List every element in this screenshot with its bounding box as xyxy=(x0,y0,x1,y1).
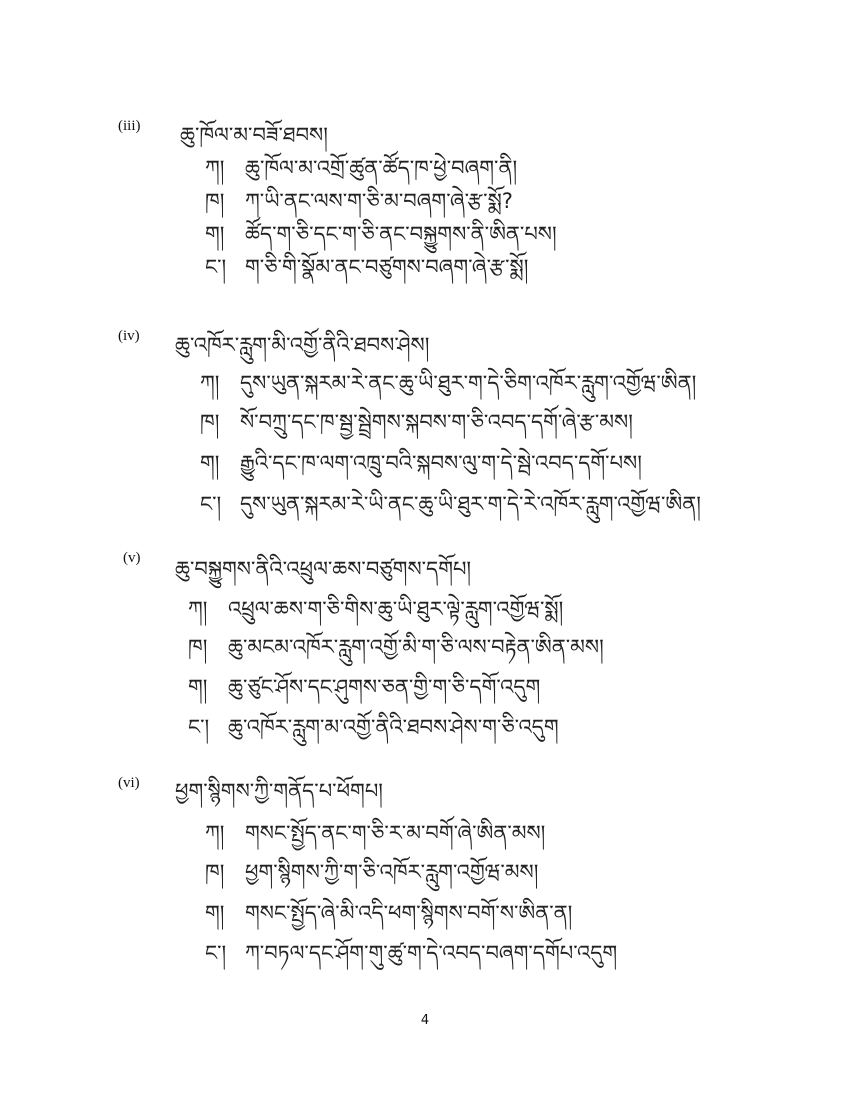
option-nga xyxy=(200,481,701,540)
option-text: ཆུ་མངམ་འཁོར་རླུག་འགྱོ་མི་ག་ཅི་ལས་བརྟེན་ཨིན་མས། xyxy=(228,635,604,659)
option-text: གསང་སྤྱོད་ནང་ག་ཅི་ར་མ་བགོ་ཞེ་ཨིན་མས། xyxy=(245,821,546,845)
option-marker: ཀ། xyxy=(200,371,220,395)
option-text: ཀ་ཡི་ནང་ལས་ག་ཅི་མ་བཞག་ཞེ་རྩ་སྨོ? xyxy=(245,189,513,213)
option-text: ཆུ་ཙུང་ཤོས་དང་ཤུགས་ཅན་གྱི་ག་ཅི་དགོ་འདུག xyxy=(228,675,541,699)
option-text: ཀ་བཏལ་དང་ཤོག་གུ་ཚུ་ག་དེ་འབད་བཞག་དགོཔ་འདུག xyxy=(245,941,618,965)
option-marker: ག། xyxy=(200,451,220,475)
option-text: ག་ཅི་གི་སྣོམ་ནང་བཙུགས་བཞག་ཞེ་རྩ་སྨོ། xyxy=(245,255,529,279)
option-text: འཕྲུལ་ཆས་ག་ཅི་གིས་ཆུ་ཡི་ཐུར་ལྟེ་རླུག་འགྱོཝ་སྨོ། xyxy=(228,597,564,621)
option-marker: ག། xyxy=(205,222,225,246)
option-marker: ག། xyxy=(188,675,208,699)
option-marker: ང་། xyxy=(205,255,227,279)
option-text: ཕྱག་སྙིགས་ཀྱི་ག་ཅི་འཁོར་རླུག་འགྱོཝ་མས། xyxy=(245,860,539,884)
option-nga xyxy=(205,244,528,303)
question-title: ཆུ་བསྐྱུགས་ནིའི་འཕྲུལ་ཆས་བཙུགས་དགོཔ། xyxy=(175,557,472,581)
option-marker: ཁ། xyxy=(200,410,220,434)
option-marker: ང་། xyxy=(200,492,222,516)
option-marker: ང་། xyxy=(188,715,210,739)
option-marker: ང་། xyxy=(205,941,227,965)
page-number: 4 xyxy=(420,1013,430,1028)
option-text: ཆུ་ཁོལ་མ་འགྲོ་ཚུན་ཚོད་ཁ་ཕྱེ་བཞག་ནི། xyxy=(245,156,518,180)
option-marker: ཁ། xyxy=(205,860,225,884)
option-nga xyxy=(205,930,617,989)
option-text: ཚོད་ག་ཅི་དང་ག་ཅི་ནང་བསྐྱུགས་ནི་ཨིན་པས། xyxy=(245,222,557,246)
option-text: སོ་བཀྲུ་དང་ཁ་སྦྱ་སྦྲེགས་སྐབས་ག་ཅི་འབད་དགོ་ཞེ་རྩ་མས། xyxy=(240,410,633,434)
option-text: རྒྱུའི་དང་ཁ་ལག་འཁྲུ་བའི་སྐབས་ལུ་ག་དེ་སྦེ་འབད་དགོ་པས། xyxy=(240,451,642,475)
option-text: དུས་ཡུན་སྐརམ་རེ་ནང་ཆུ་ཡི་ཐུར་ག་དེ་ཅིག་འཁོར་རླུག་འགྱོཝ་ཨིན། xyxy=(240,371,697,395)
question-number: (vi) xyxy=(118,775,140,791)
question-title: ཆུ་འཁོར་རླུག་མི་འགྱོ་ནིའི་ཐབས་ཤེས། xyxy=(175,333,430,357)
option-marker: ཁ། xyxy=(205,189,225,213)
option-marker: ཀ། xyxy=(205,156,225,180)
option-marker: ག། xyxy=(205,901,225,925)
option-marker: ཁ། xyxy=(188,635,208,659)
question-number: (v) xyxy=(123,550,141,566)
option-text: དུས་ཡུན་སྐརམ་རེ་ཡི་ནང་ཆུ་ཡི་ཐུར་ག་དེ་རེ་འཁོར་རླུག་འགྱོཝ་ཨིན། xyxy=(240,492,701,516)
question-title: ཆུ་ཁོལ་མ་བཟོ་ཐབས། xyxy=(180,123,328,147)
option-marker: ཀ། xyxy=(205,821,225,845)
option-marker: ཀ། xyxy=(188,597,208,621)
question-title: ཕྱག་སྙིགས་ཀྱི་གནོད་པ་ཕོགཔ། xyxy=(175,779,383,803)
option-text: ཆུ་འཁོར་རླུག་མ་འགྱོ་ནིའི་ཐབས་ཤེས་ག་ཅི་འདུག xyxy=(228,715,559,739)
option-nga xyxy=(188,704,559,763)
option-text: གསང་སྤྱོད་ཞེ་མི་འདི་ཕག་སྙིགས་བགོ་ས་ཨིན་ན། xyxy=(245,901,573,925)
question-number: (iv) xyxy=(118,328,140,344)
question-number: (iii) xyxy=(118,118,141,134)
